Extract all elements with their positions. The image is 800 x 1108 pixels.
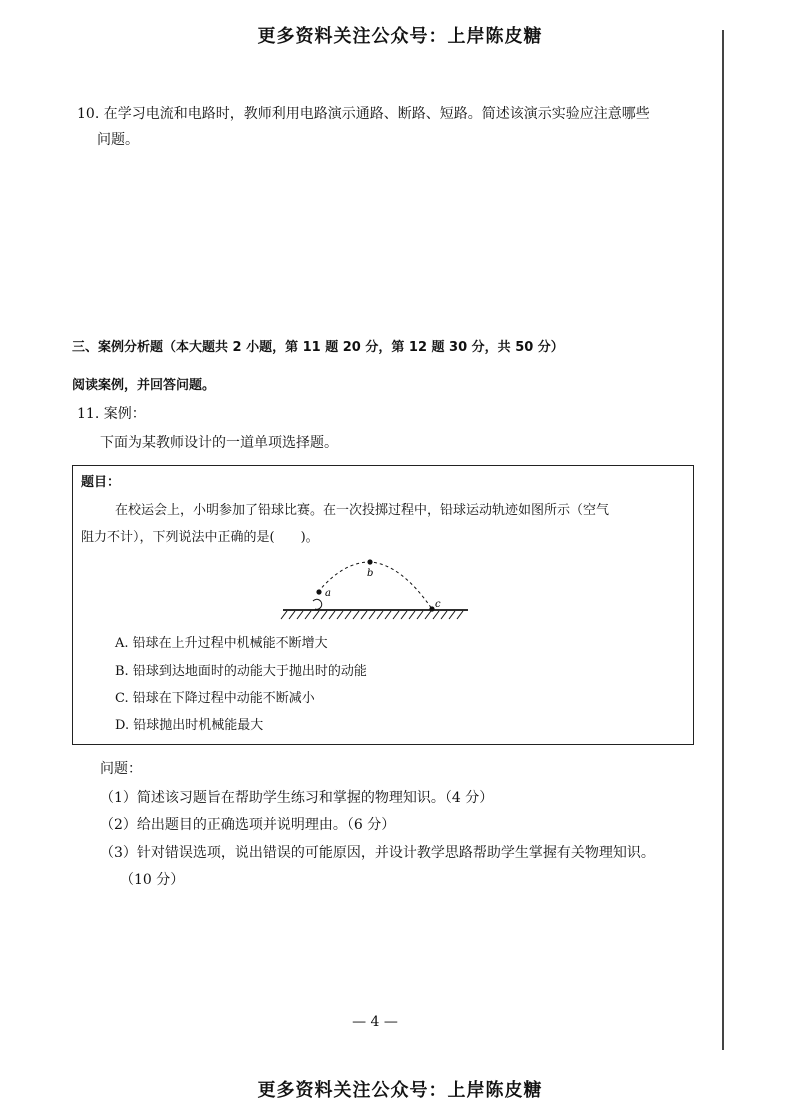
- problem-box: [72, 465, 694, 745]
- label-a: a: [325, 588, 331, 599]
- top-banner: 更多资料关注公众号：上岸陈皮糖: [257, 26, 543, 47]
- trajectory-figure: [273, 554, 483, 624]
- q11-label: 11. 案例：: [77, 406, 146, 422]
- right-margin-rule: [722, 30, 724, 1050]
- q11-intro: 下面为某教师设计的一道单项选择题。: [100, 435, 338, 451]
- option-b: B. 铅球到达地面时的动能大于抛出时的动能: [115, 664, 367, 679]
- option-d: D. 铅球抛出时机械能最大: [115, 718, 264, 733]
- page-number: — 4 —: [352, 1014, 398, 1030]
- q10-line2: 问题。: [97, 132, 139, 148]
- problem-stem-line1: 在校运会上，小明参加了铅球比赛。在一次投掷过程中，铅球运动轨迹如图所示（空气: [115, 503, 610, 518]
- problem-heading: 题目：: [81, 475, 121, 490]
- thrower-figure: [313, 599, 322, 609]
- q10-line1: 10. 在学习电流和电路时，教师利用电路演示通路、断路、短路。简述该演示实验应注意哪些: [77, 106, 650, 122]
- label-b: b: [367, 568, 374, 579]
- point-b: [367, 559, 372, 564]
- point-c: [429, 606, 434, 611]
- questions-label: 问题：: [100, 761, 142, 777]
- question-3-points: （10 分）: [120, 872, 185, 888]
- trajectory-path: [318, 562, 432, 609]
- section3-title: 三、案例分析题（本大题共 2 小题，第 11 题 20 分，第 12 题 30 分，共 50 分）: [72, 340, 564, 355]
- question-2: （2）给出题目的正确选项并说明理由。（6 分）: [100, 817, 396, 833]
- problem-stem-line2: 阻力不计），下列说法中正确的是( )。: [81, 530, 319, 545]
- ground-hatching: [281, 611, 463, 619]
- section3-instruction: 阅读案例，并回答问题。: [72, 378, 216, 393]
- label-c: c: [435, 599, 441, 610]
- option-c: C. 铅球在下降过程中动能不断减小: [115, 691, 315, 706]
- question-1: （1）简述该习题旨在帮助学生练习和掌握的物理知识。（4 分）: [100, 790, 494, 806]
- option-a: A. 铅球在上升过程中机械能不断增大: [115, 636, 328, 651]
- point-a: [316, 589, 321, 594]
- bottom-banner: 更多资料关注公众号：上岸陈皮糖: [257, 1080, 543, 1101]
- question-3: （3）针对错误选项，说出错误的可能原因，并设计教学思路帮助学生掌握有关物理知识。: [100, 845, 655, 861]
